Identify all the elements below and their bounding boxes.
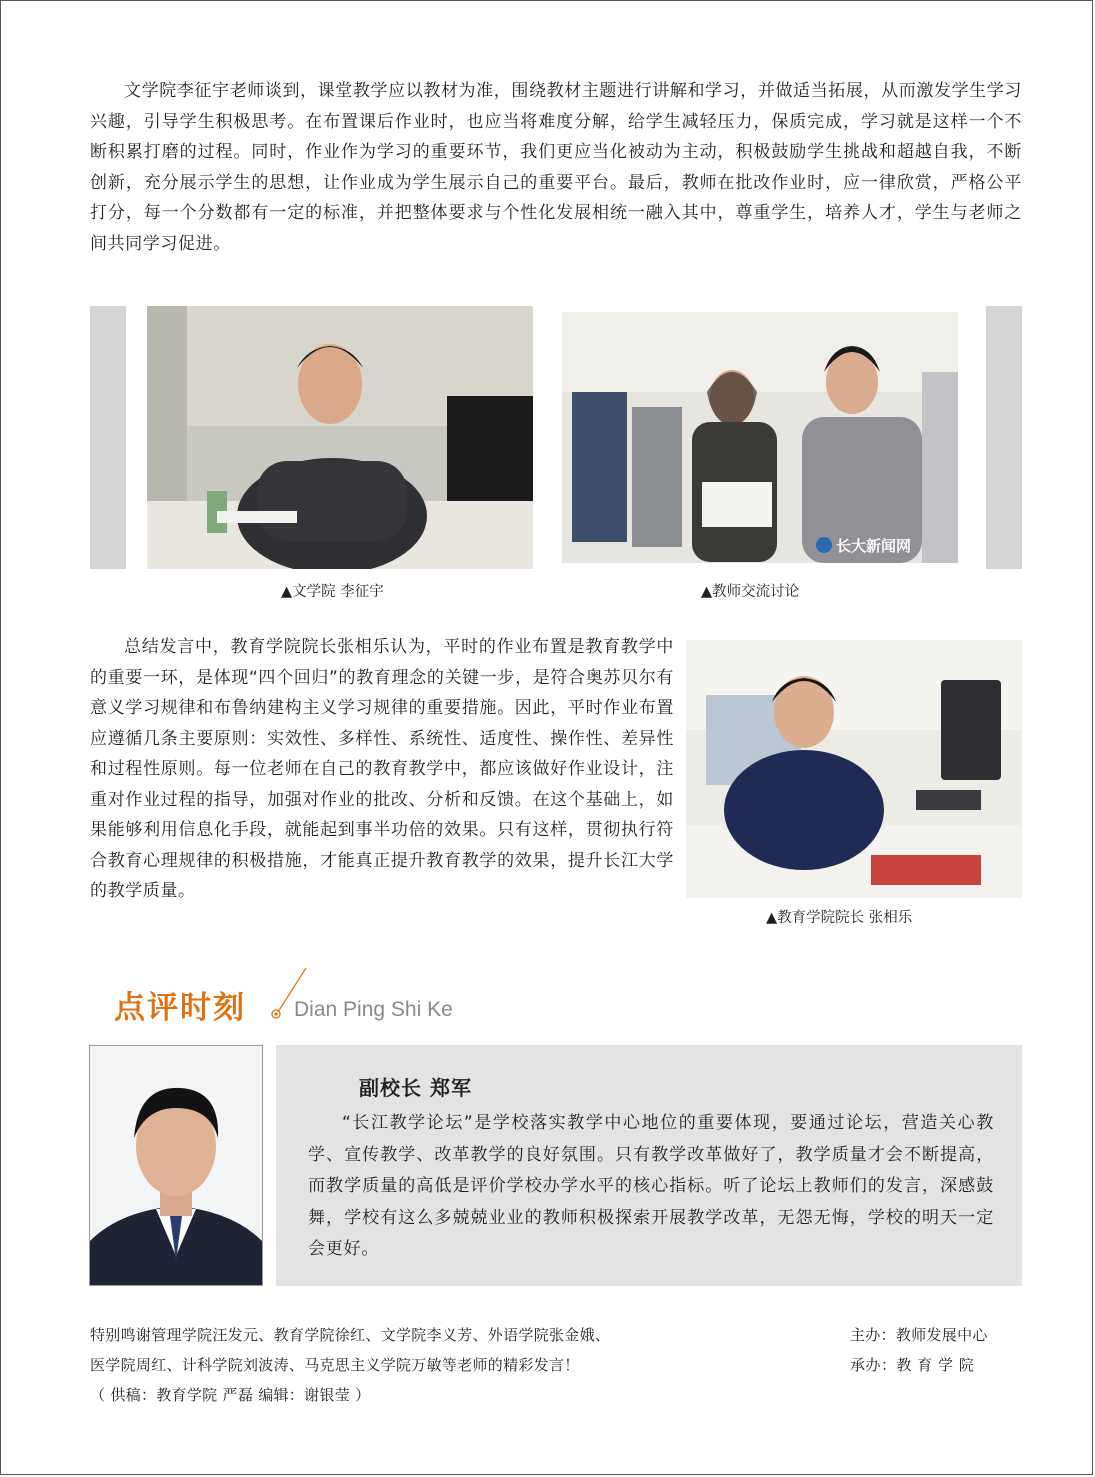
footer-thanks-line-1: 特别鸣谢管理学院汪发元、教育学院徐红、文学院李义芳、外语学院张金娥、 <box>90 1326 611 1344</box>
photo-li-zhengyu <box>147 306 533 569</box>
caption-li-zhengyu: ▲文学院 李征宇 <box>281 584 384 600</box>
photo-zhang-xiangle <box>686 640 1022 898</box>
footer-host: 主办：教师发展中心 <box>850 1326 988 1344</box>
photo-band-right <box>986 306 1022 569</box>
caption-teacher-discussion: ▲教师交流讨论 <box>701 584 800 600</box>
footer-organizer: 承办：教 育 学 院 <box>850 1356 975 1374</box>
photo-band-left <box>90 306 126 569</box>
article-paragraph-1: 文学院李征宇老师谈到，课堂教学应以教材为准，围绕教材主题进行讲解和学习，并做适当拓展，从而激发学生学习兴趣，引导学生积极思考。在布置课后作业时，也应当将难度分解，给学生减轻压力，保质完成，学习就是这样一个不断积累打磨的过程。同时，作业作为学习的重要环节，我们更应当化被动为主动，积极鼓励学生挑战和超越自我，不断创新，充分展示学生的思想，让作业成为学生展示自己的重要平台。最后，教师在批改作业时，应一律欣赏，严格公平打分，每一个分数都有一定的标准，并把整体要求与个性化发展相统一融入其中，尊重学生，培养人才，学生与老师之间共同学习促进。 <box>90 81 1022 254</box>
footer-thanks-line-2: 医学院周红、计科学院刘波涛、马克思主义学院万敏等老师的精彩发言！ <box>90 1356 580 1374</box>
article-paragraph-2: 总结发言中，教育学院院长张相乐认为，平时的作业布置是教育教学中的重要一环，是体现“四个回归”的教育理念的关键一步，是符合奥苏贝尔有意义学习规律和布鲁纳建构主义学习规律的重要措施。因此，平时作业布置应遵循几条主要原则：实效性、多样性、系统性、适度性、操作性、差异性和过程性原则。每一位老师在自己的教育教学中，都应该做好作业设计，注重对作业过程的指导，加强对作业的批改、分析和反馈。在这个基础上，如果能够利用信息化手段，就能起到事半功倍的效果。只有这样，贯彻执行符合教育心理规律的积极措施，才能真正提升教育教学的效果，提升长江大学的教学质量。 <box>90 637 674 901</box>
news-watermark: 长大新闻网 <box>836 537 912 555</box>
portrait-zheng-jun <box>89 1045 263 1286</box>
section-subtitle: Dian Ping Shi Ke <box>294 998 453 1021</box>
footer-credit: （ 供稿：教育学院 严磊 编辑：谢银莹 ） <box>90 1386 371 1404</box>
photo-teacher-discussion <box>562 312 958 563</box>
section-title: 点评时刻 <box>114 990 246 1026</box>
caption-zhang-xiangle: ▲教育学院院长 张相乐 <box>766 910 913 926</box>
comment-text: “长江教学论坛”是学校落实教学中心地位的重要体现，要通过论坛，营造关心教学、宣传教学、改革教学的良好氛围。只有教学改革做好了，教学质量才会不断提高，而教学质量的高低是评价学校办学水平的核心指标。听了论坛上教师们的发言，深感鼓舞，学校有这么多兢兢业业的教师积极探索开展教学改革，无怨无悔，学校的明天一定会更好。 <box>308 1113 994 1259</box>
comment-author: 副校长 郑军 <box>359 1076 472 1100</box>
